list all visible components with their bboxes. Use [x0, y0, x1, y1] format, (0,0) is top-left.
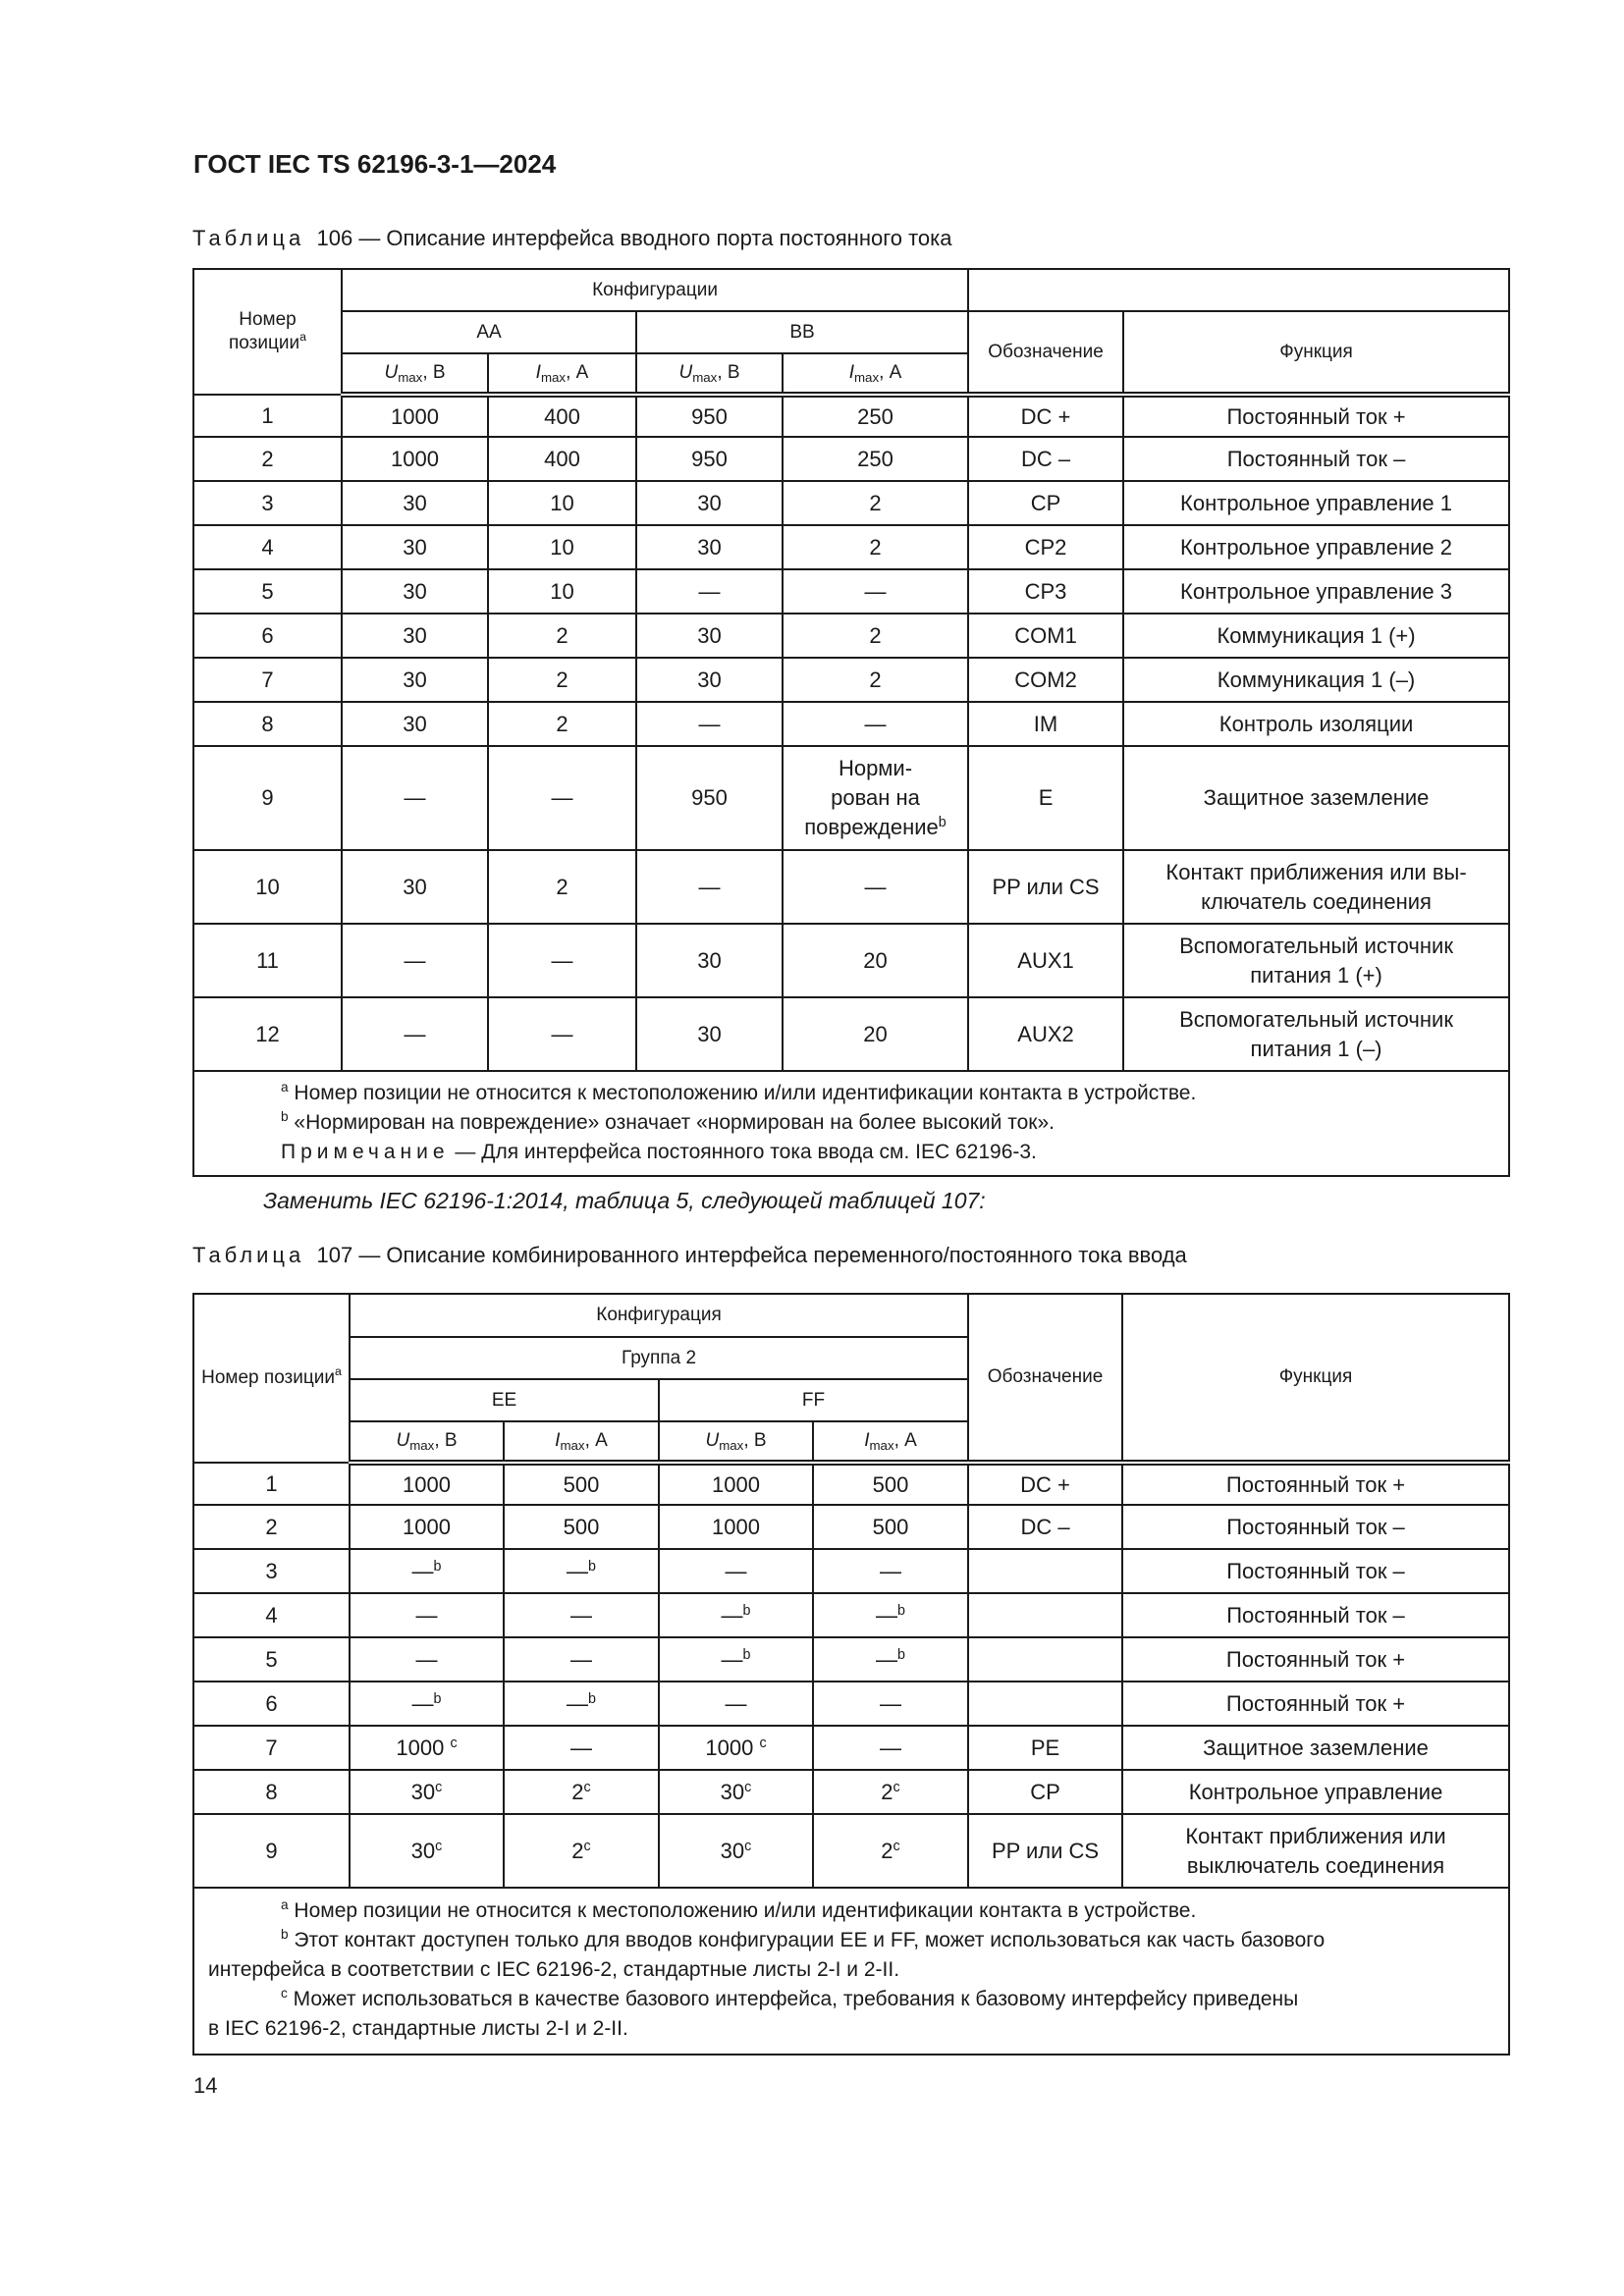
caption-label: Таблица — [192, 1243, 305, 1267]
header-ff-imax: $I_{max}$, А — [813, 1421, 968, 1463]
page-number: 14 — [193, 2073, 218, 2098]
footnote-b-continued: интерфейса в соответствии с IEC 62196-2, стандартные листы 2-I и 2-II. — [208, 1958, 900, 1981]
table-row: 8 30$^c$ 2$^c$ 30$^c$ 2$^c$ CP Контрольное управление — [193, 1770, 1509, 1814]
header-function: Функция — [1122, 1294, 1509, 1463]
caption-text: 107 — Описание комбинированного интерфейса переменного/постоянного тока ввода — [316, 1243, 1187, 1267]
table-row: 4 30 10 30 2 CP2 Контрольное управление 2 — [193, 525, 1509, 569]
table-row: 4 — — —$^b$ —$^b$ Постоянный ток – — [193, 1593, 1509, 1637]
header-ee-imax: $I_{max}$, А — [504, 1421, 659, 1463]
table-row: 3 30 10 30 2 CP Контрольное управление 1 — [193, 481, 1509, 525]
table-notes-row — [193, 1888, 1509, 2055]
header-bb-imax: $I_{max}$, А — [783, 353, 968, 395]
rated-fault-cell: Норми- рован на повреждение$^b$ — [783, 746, 968, 850]
table-106-caption — [192, 226, 952, 251]
header-config-ff: FF — [659, 1379, 968, 1421]
caption-label: Таблица — [192, 226, 305, 250]
table-row: 3 —$^b$ —$^b$ — — Постоянный ток – — [193, 1549, 1509, 1593]
header-ee-umax: $U_{max}$, В — [350, 1421, 504, 1463]
table-row: 7 1000 $^c$ — 1000 $^c$ — PE Защитное заземление — [193, 1726, 1509, 1770]
header-designation: Обозначение — [968, 311, 1123, 395]
table-row: 6 —$^b$ —$^b$ — — Постоянный ток + — [193, 1682, 1509, 1726]
header-configuration: Конфигурация — [350, 1294, 968, 1337]
table-row: 11 — — 30 20 AUX1 Вспомогательный источник питания 1 (+) — [193, 924, 1509, 997]
header-designation: Обозначение — [968, 1294, 1122, 1463]
footnote-a: $^a$ Номер позиции не относится к местоположению и/или идентификации контакта в устройстве. — [281, 1079, 1197, 1104]
table-row: 5 30 10 — — CP3 Контрольное управление 3 — [193, 569, 1509, 614]
footnote-b: $^b$ Этот контакт доступен только для вводов конфигурации EE и FF, может использоваться как часть базового — [281, 1927, 1326, 1951]
header-function: Функция — [1123, 311, 1509, 395]
header-aa-imax: $I_{max}$, А — [488, 353, 636, 395]
caption-text: 106 — Описание интерфейса вводного порта постоянного тока — [316, 226, 952, 250]
header-bb-umax: $U_{max}$, В — [636, 353, 783, 395]
table-106-footnotes — [193, 1071, 1509, 1176]
table-notes-row — [193, 1071, 1509, 1176]
table-row: 7 30 2 30 2 COM2 Коммуникация 1 (–) — [193, 658, 1509, 702]
table-107-caption — [192, 1243, 1187, 1268]
header-position: Номер позиции$^a$ — [193, 1294, 350, 1463]
table-row: 2 1000 400 950 250 DC – Постоянный ток – — [193, 437, 1509, 481]
table-remark: Примечание — Для интерфейса постоянного тока ввода см. IEC 62196-3. — [281, 1140, 1037, 1163]
table-row: 1 1000 400 950 250 DC + Постоянный ток + — [193, 395, 1509, 437]
header-configurations: Конфигурации — [342, 269, 968, 311]
table-106 — [192, 268, 1510, 1177]
header-position: Номер позиции$^a$ — [193, 269, 342, 395]
footnote-a: $^a$ Номер позиции не относится к местоположению и/или идентификации контакта в устройстве. — [281, 1897, 1197, 1922]
header-ff-umax: $U_{max}$, В — [659, 1421, 813, 1463]
table-row: 10 30 2 — — PP или CS Контакт приближения или вы- ключатель соединения — [193, 850, 1509, 924]
table-107-footnotes — [193, 1888, 1509, 2055]
table-row: 9 30$^c$ 2$^c$ 30$^c$ 2$^c$ PP или CS Контакт приближения или выключатель соединения — [193, 1814, 1509, 1888]
document-header-title: ГОСТ IEC TS 62196-3-1—2024 — [193, 149, 557, 179]
header-group-2: Группа 2 — [350, 1337, 968, 1379]
footnote-b: $^b$ «Нормирован на повреждение» означает «нормирован на более высокий ток». — [281, 1108, 1055, 1134]
replacement-instruction: Заменить IEC 62196-1:2014, таблица 5, следующей таблицей 107: — [263, 1188, 986, 1213]
table-row: 8 30 2 — — IM Контроль изоляции — [193, 702, 1509, 746]
header-aa-umax: $U_{max}$, В — [342, 353, 488, 395]
table-row: 9 — — 950 Норми- рован на повреждение$^b$ E Защитное заземление — [193, 746, 1509, 850]
table-row: 1 1000 500 1000 500 DC + Постоянный ток + — [193, 1463, 1509, 1505]
table-row: 2 1000 500 1000 500 DC – Постоянный ток – — [193, 1505, 1509, 1549]
table-107 — [192, 1293, 1510, 2056]
header-empty-cell — [968, 269, 1509, 311]
header-config-ee: EE — [350, 1379, 659, 1421]
footnote-c-continued: в IEC 62196-2, стандартные листы 2-I и 2-II. — [208, 2017, 628, 2040]
footnote-c: $^c$ Может использоваться в качестве базового интерфейса, требования к базовому интерфейсу приведены — [281, 1986, 1299, 2010]
header-config-bb: BB — [636, 311, 968, 353]
header-config-aa: AA — [342, 311, 636, 353]
table-row: 12 — — 30 20 AUX2 Вспомогательный источник питания 1 (–) — [193, 997, 1509, 1071]
table-row: 6 30 2 30 2 COM1 Коммуникация 1 (+) — [193, 614, 1509, 658]
table-row: 5 — — —$^b$ —$^b$ Постоянный ток + — [193, 1637, 1509, 1682]
